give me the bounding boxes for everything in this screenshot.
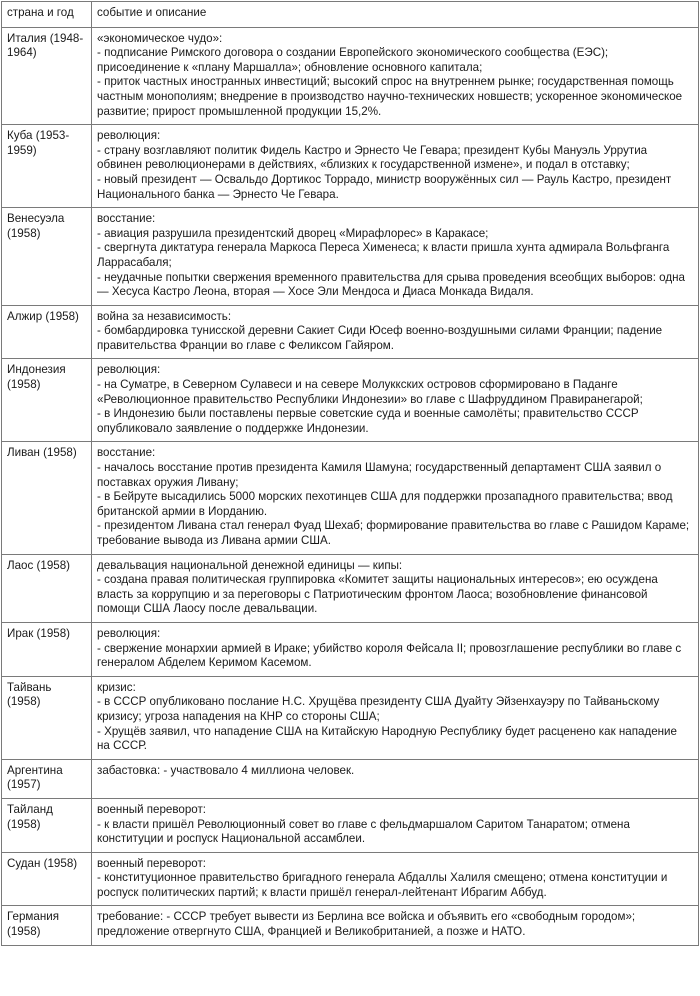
table-row — [2, 798, 699, 852]
event-detail-line: - авиация разрушила президентский дворец «Мирафлорес» в Каракасе; — [97, 226, 489, 240]
event-description-cell — [92, 442, 699, 554]
events-table — [1, 1, 699, 946]
table-row — [2, 906, 699, 945]
event-description-cell — [92, 359, 699, 442]
event-detail-line: - конституционное правительство бригадного генерала Абдаллы Халиля смещено; отмена конституции и роспуск политических партий; к власти пришёл генерал-лейтенант Ибрагим Аббуд. — [97, 871, 668, 899]
event-detail-line: - новый президент — Освальдо Дортикос Торрадо, министр вооружённых сил — Рауль Кастро, президент Национального банка — Эрнесто Че Гевара. — [97, 172, 672, 201]
event-detail-line: - приток частных иностранных инвестиций; высокий спрос на внутреннем рынке; государственная помощь частным монополиям; внедрение в производство научно-технических новшеств; ускоренное экономическое развитие; прирост промышленной продукции 15,2%. — [97, 75, 683, 118]
table-row — [2, 27, 699, 125]
event-description-cell — [92, 906, 699, 945]
event-type: девальвация национальной денежной единицы — кипы: — [97, 558, 403, 572]
table-row — [2, 759, 699, 798]
table-row — [2, 852, 699, 906]
event-detail-line: - свержение монархии армией в Ираке; убийство короля Фейсала II; провозглашение республики во главе с генералом Абделем Керимом Касемом. — [97, 641, 682, 670]
country-year-cell: Ливан (1958) — [2, 442, 92, 554]
event-description-cell — [92, 798, 699, 852]
event-type: восстание: — [97, 446, 156, 460]
table-header-row — [2, 2, 699, 28]
table-row — [2, 622, 699, 676]
event-detail-line: - страну возглавляют политик Фидель Кастро и Эрнесто Че Гевара; президент Кубы Мануэль Уррутиа обвинен революционерами в действиях, «близких к государственной измене», и подал в отставку; — [97, 143, 648, 172]
event-description-cell — [92, 622, 699, 676]
table-row — [2, 359, 699, 442]
country-year-cell: Лаос (1958) — [2, 554, 92, 622]
event-detail-line: - президентом Ливана стал генерал Фуад Шехаб; формирование правительства во главе с Рашидом Караме; требование вывода из Ливана армии США. — [97, 519, 690, 547]
event-type: война за независимость: — [97, 309, 232, 323]
table-row — [2, 208, 699, 306]
event-type: революция: — [97, 363, 161, 377]
country-year-cell: Индонезия (1958) — [2, 359, 92, 442]
country-year-cell: Венесуэла (1958) — [2, 208, 92, 306]
event-detail-line: - неудачные попытки свержения временного правительства для срыва проведения всеобщих выборов: одна — Хесуса Кастро Леона, вторая — Хосе Эли Мендоса и Диаса Монкада Видаля. — [97, 270, 685, 299]
country-year-cell: Куба (1953-1959) — [2, 125, 92, 208]
event-detail-line: - Хрущёв заявил, что нападение США на Китайскую Народную Республику будет расценено как нападение на СССР. — [97, 724, 677, 753]
event-type: восстание: — [97, 212, 156, 226]
event-type: революция: — [97, 626, 161, 640]
event-description-cell — [92, 676, 699, 759]
event-type: революция: — [97, 129, 161, 143]
event-description-cell — [92, 125, 699, 208]
event-detail-line: - в Индонезию были поставлены первые советские суда и военные самолёты; правительство СССР опубликовало заявление о поддержке Индонезии. — [97, 407, 639, 435]
country-year-cell: Судан (1958) — [2, 852, 92, 906]
event-type: забастовка: - участвовало 4 миллиона человек. — [97, 763, 355, 777]
country-year-cell: Тайвань (1958) — [2, 676, 92, 759]
event-detail-line: - создана правая политическая группировка «Комитет защиты национальных интересов»; ею осуждена власть за коррупцию и за переговоры с Патриотическим фронтом Лаоса; возобновление финансовой помощи США Лаосу после девальвации. — [97, 573, 658, 616]
country-year-cell: Ирак (1958) — [2, 622, 92, 676]
event-type: кризис: — [97, 680, 136, 694]
table-body — [2, 27, 699, 945]
event-detail-line: - подписание Римского договора о создании Европейского экономического сообщества (ЕЭС); присоединение к «плану Маршалла»; обновление основного капитала; — [97, 46, 609, 74]
event-description-cell — [92, 27, 699, 125]
country-year-cell: Италия (1948-1964) — [2, 27, 92, 125]
event-type: «экономическое чудо»: — [97, 31, 223, 45]
event-detail-line: - в Бейруте высадились 5000 морских пехотинцев США для поддержки прозападного правительства; ввод британской армии в Иорданию. — [97, 490, 673, 518]
table-row — [2, 554, 699, 622]
event-description-cell — [92, 852, 699, 906]
event-type: военный переворот: — [97, 856, 207, 870]
event-detail-line: - на Суматре, в Северном Сулавеси и на севере Молуккских островов сформировано в Паданге «Революционное правительство Республики Индонезии» во главе с Шафруддином Правиранегарой; — [97, 378, 643, 406]
table-row — [2, 125, 699, 208]
event-detail-line: - бомбардировка тунисской деревни Сакиет Сиди Юсеф военно-воздушными силами Франции; падение правительства Франции во главе с Феликсом Гайяром. — [97, 324, 663, 352]
country-year-cell: Тайланд (1958) — [2, 798, 92, 852]
country-year-cell: Германия (1958) — [2, 906, 92, 945]
event-description-cell — [92, 759, 699, 798]
table-row — [2, 676, 699, 759]
event-type: требование: - СССР требует вывести из Берлина все войска и объявить его «свободным городом»; предложение отвергнуто США, Францией и Великобританией, а позже и НАТО. — [97, 910, 636, 939]
header-event-description: событие и описание — [92, 2, 699, 28]
event-detail-line: - началось восстание против президента Камиля Шамуна; государственный департамент США заявил о поставках оружия Ливану; — [97, 461, 662, 489]
event-description-cell — [92, 305, 699, 359]
header-country-year: страна и год — [2, 2, 92, 28]
event-type: военный переворот: — [97, 802, 207, 816]
event-description-cell — [92, 554, 699, 622]
event-detail-line: - в СССР опубликовано послание Н.С. Хрущёва президенту США Дуайту Эйзенхауэру по Тайваньскому кризису; угроза нападения на КНР со стороны США; — [97, 695, 660, 723]
country-year-cell: Аргентина (1957) — [2, 759, 92, 798]
table-row — [2, 305, 699, 359]
table-row — [2, 442, 699, 554]
country-year-cell: Алжир (1958) — [2, 305, 92, 359]
event-description-cell — [92, 208, 699, 306]
event-detail-line: - свергнута диктатура генерала Маркоса Переса Хименеса; к власти пришла хунта адмирала Вольфганга Ларрасабаля; — [97, 241, 670, 269]
event-detail-line: - к власти пришёл Революционный совет во главе с фельдмаршалом Саритом Танаратом; отмена конституции и роспуск Национальной ассамблеи. — [97, 817, 630, 846]
